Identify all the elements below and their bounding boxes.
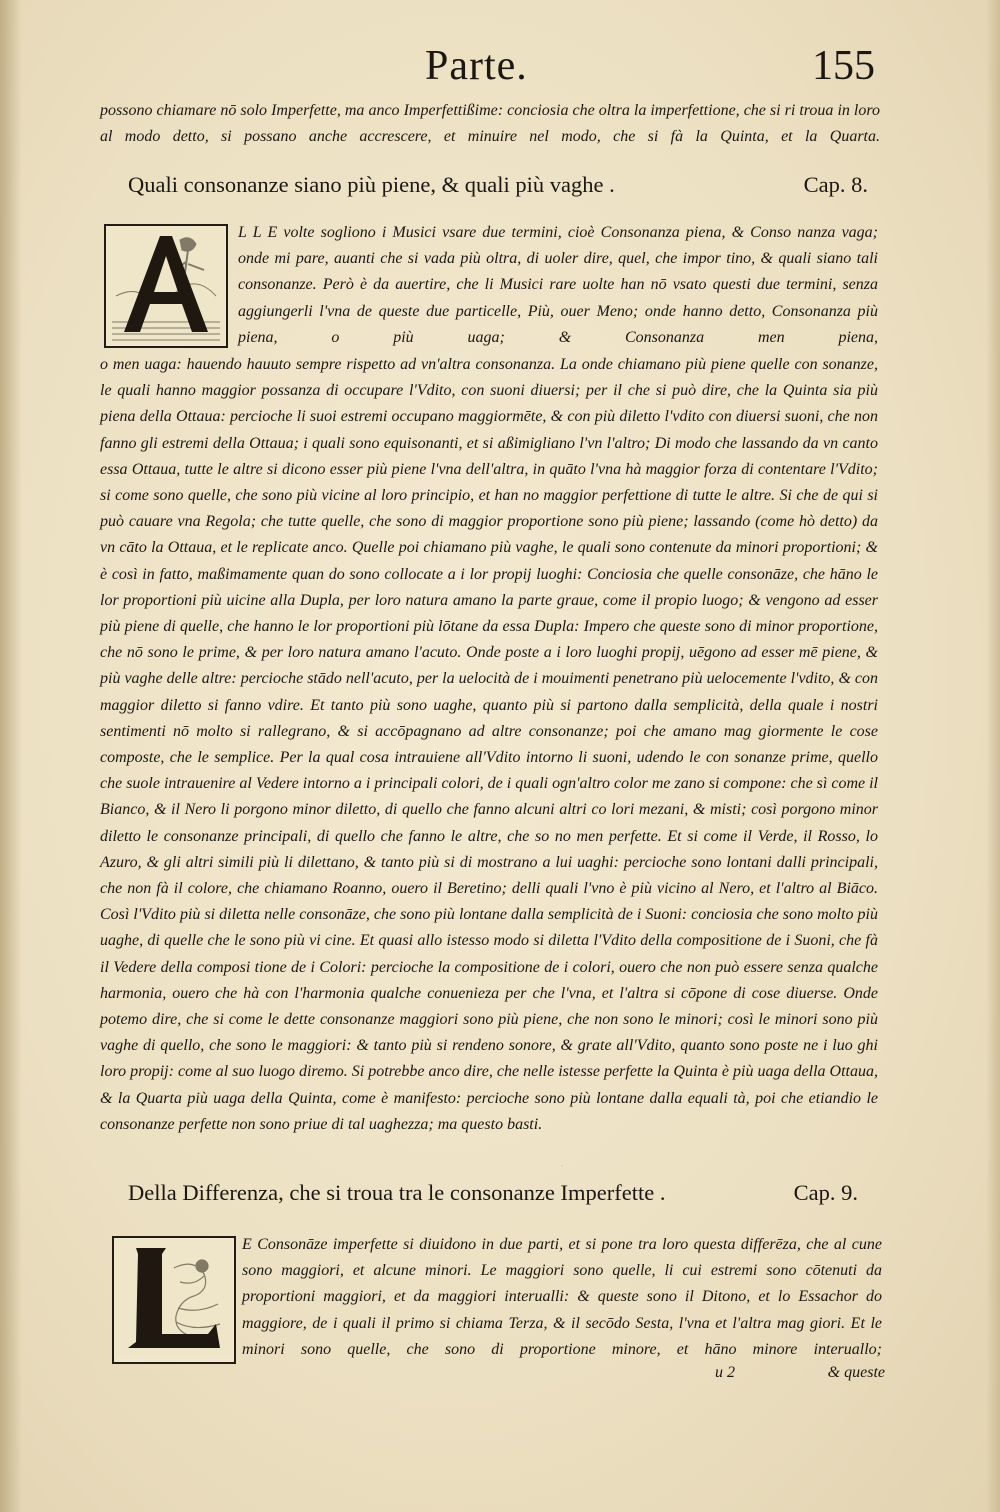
chapter-8-opening-text: L L E volte sogliono i Musici vsare due termini, cioè Consonanza piena, & Conso nanza vaga; onde mi pare, auanti che si vada più oltra, di uoler dire, quel, che impor tino, & quali siano tali consonanze. Però è da auertire, che li Musici rare uolte han nō vsato questi due termini, senza aggiungerli l'vna de queste due particelle, Più, ouer Meno; onde hanno detto, Consonanza più piena, o più uaga; & Consonanza men piena, [238,224,878,346]
catchword: & queste [827,1364,885,1381]
decorated-initial-a [104,224,228,348]
chapter-9-heading [128,1180,858,1212]
opening-text: possono chiamare nō solo Imperfette, ma anco Imperfettißime: conciosia che oltra la imperfettione, che si ri troua in loro al modo detto, si possano anche accrescere, et minuire nel modo, che si fà la Quinta, et la Quarta. [100,102,880,146]
show-through-text: · [560,1160,564,1175]
chapter-8-heading [128,172,868,204]
signature-mark: u 2 [715,1364,735,1381]
woodcut-initial-l-icon [114,1238,234,1358]
running-head [0,42,1000,98]
page-number: 155 [812,43,875,89]
chapter-8-opening [238,220,878,351]
chapter-9-number: Cap. 9. [793,1180,858,1205]
chapter-9-opening [242,1232,882,1363]
chapter-9-opening-text: E Consonāze imperfette si diuidono in due parti, et si pone tra loro questa differēza, che al cune sono maggiori, et alcune minori. Le maggiori sono quelle, li cui estremi sono cōtenuti da proportioni maggiori, et da maggiori interualli: & queste sono il Ditono, et lo Essachor do maggiore, de i quali il primo si chiama Terza, & il secōdo Sesta, l'vna et l'altra mag giori. Et le minori sono quelle, che sono di proportione minore, et hāno minore interuallo; [242,1236,882,1358]
chapter-8-title: Quali consonanze siano più piene, & quali più vaghe . [128,172,615,197]
catchwords-line [715,1364,885,1390]
running-title: Parte. [425,43,528,89]
chapter-8-number: Cap. 8. [803,172,868,197]
chapter-9-title: Della Differenza, che si troua tra le consonanze Imperfette . [128,1180,666,1205]
chapter-8-body: o men uaga: hauendo hauuto sempre rispetto ad vn'altra consonanza. La onde chiamano più piene quelle con sonanze, le quali hanno maggior possanza di occupare l'Vdito, con suoni diuersi; per il che si può dire, che la Quinta sia più piena della Ottaua: percioche li suoi estremi occupano maggiormēte, & con più diletto l'vdito con diuersi suoni, che non fanno gli estremi della Ottaua; i quali sono equisonanti, et si aßimigliano l'vn l'altro; Di modo che lassando da vn canto essa Ottaua, tutte le altre si dicono esser più piene l'vna dell'altra, in quāto l'vna hà maggior forza di contentare l'Vdito; si come sono quelle, che sono più vicine al loro principio, et han no maggior perfettione di tutte le altre. Si che de qui si può cauare vna Regola; che tutte quelle, che sono di maggior proportione sono più piene; lassando (come hò detto) da vn cāto la Ottaua, et le replicate anco. Quelle poi chiamano più vaghe, le quali sono contenute da minori proportioni; & è così in fatto, maßimamente quan do sono collocate a i lor propij luoghi: Conciosia che quelle consonāze, che hāno le lor proportioni più uicine alla Dupla, per loro natura amano la parte graue, come il propio luogo; & vengono ad esser più piene di quelle, che hanno le lor proportioni più lōtane da essa Dupla: Impero che queste sono di minor proportione, che nō sono le prime, & per loro natura amano l'acuto. Onde poste a i loro luoghi propij, uēgono ad esser mē piene, & più vaghe delle altre: percioche stādo nell'acuto, per la uelocità de i mouimenti penetrano più uelocemente l'vdito, & con maggior diletto si fanno vdire. Et tanto più sono uaghe, quanto più si partono dalla semplicità, della quale i nostri sentimenti nō molto si rallegrano, & si accōpagnano ad altre consonanze; poi che amano mag giormente le cose composte, che le semplice. Per la qual cosa intrauiene all'Vdito intorno li suoni, udendo le con sonanze prime, quello che suole intrauenire al Vedere intorno a i principali colori, de i quali ogn'altro color me zano si compone: che sì come il Bianco, & il Nero li porgono minor diletto, di quello che fanno alcuni altri co lori mezani, & misti; così porgono minor diletto le consonanze principali, di quello che fanno le altre, che so no men perfette. Et si come il Verde, il Rosso, lo Azuro, & gli altri simili più li dilettano, & tanto più si di mostrano a lui uaghi: percioche sono lontani dalli principali, che non fà il colore, che chiamano Roanno, ouero il Beretino; delli quali l'vno è più vicino al Nero, et l'altro al Biāco. Così l'Vdito più si diletta nelle consonāze, che sono più lontane dalla semplicità de i Suoni: conciosia che sono molto più uaghe, di quelle che le sono più vi cine. Et quasi allo istesso modo si diletta l'Vdito della compositione de i Suoni, che fà il Vedere della composi tione de i Colori: percioche la compositione de i colori, ouero che non può essere senza qualche harmonia, ouero che hà con l'harmonia qualche conuenieza per che l'vna, et l'altra si cōpone di cose diuerse. Onde potemo dire, che si come le dette consonanze maggiori sono più piene, che non sono le minori; così le minori sono più vaghe di quello, che sono le maggiori: & tanto più si rendeno sonore, & grate all'Vdito, quanto sono poste ne i luo ghi loro propij: come al suo luogo diremo. Si potrebbe anco dire, che nelle istesse perfette la Quinta è più uaga della Ottaua, & la Quarta più uaga della Quinta, come è manifesto: percioche sono più lontane dalla equali tà, poi che etiandio le consonanze perfette non sono priue di tal uaghezza; ma questo basti. [100,356,878,1133]
decorated-initial-l [112,1236,236,1364]
woodcut-initial-a-icon [106,226,226,346]
